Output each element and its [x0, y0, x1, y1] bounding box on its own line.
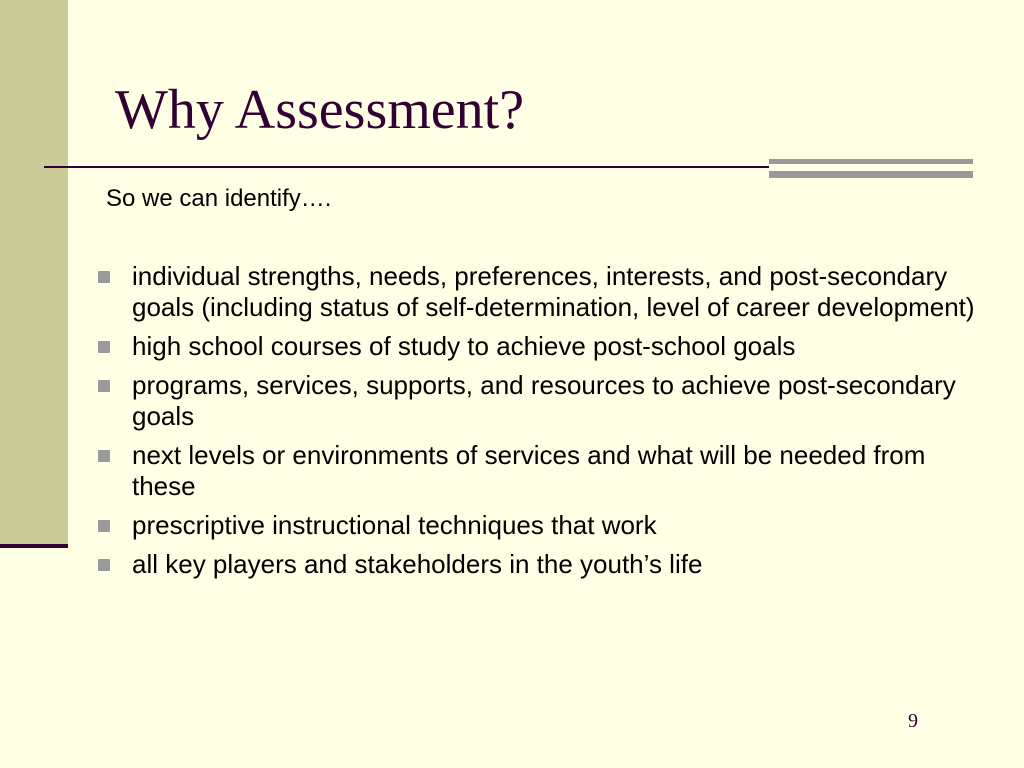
square-bullet-icon: [98, 341, 110, 353]
bullet-text: individual strengths, needs, preferences, interests, and post-secondary goals (including status of self-determination, level of career development): [132, 261, 975, 322]
slide-title: Why Assessment?: [115, 79, 525, 141]
intro-text: So we can identify….: [106, 185, 332, 212]
accent-bar-top: [769, 159, 973, 164]
bullet-list: [98, 261, 978, 588]
side-band-rule: [0, 544, 68, 548]
bullet-item: [98, 261, 978, 323]
bullet-item: [98, 510, 978, 541]
square-bullet-icon: [98, 520, 110, 532]
accent-bar-bottom: [769, 171, 973, 178]
bullet-item: [98, 440, 978, 502]
side-band: [0, 0, 68, 544]
bullet-text: programs, services, supports, and resources to achieve post-secondary goals: [132, 370, 956, 431]
bullet-item: [98, 370, 978, 432]
square-bullet-icon: [98, 559, 110, 571]
square-bullet-icon: [98, 271, 110, 283]
bullet-item: [98, 549, 978, 580]
bullet-text: all key players and stakeholders in the youth’s life: [132, 549, 703, 579]
title-divider: [44, 166, 769, 168]
bullet-text: prescriptive instructional techniques that work: [132, 510, 657, 540]
square-bullet-icon: [98, 450, 110, 462]
bullet-item: [98, 331, 978, 362]
bullet-text: next levels or environments of services and what will be needed from these: [132, 440, 926, 501]
bullet-text: high school courses of study to achieve post-school goals: [132, 331, 796, 361]
square-bullet-icon: [98, 380, 110, 392]
page-number: 9: [908, 710, 918, 732]
